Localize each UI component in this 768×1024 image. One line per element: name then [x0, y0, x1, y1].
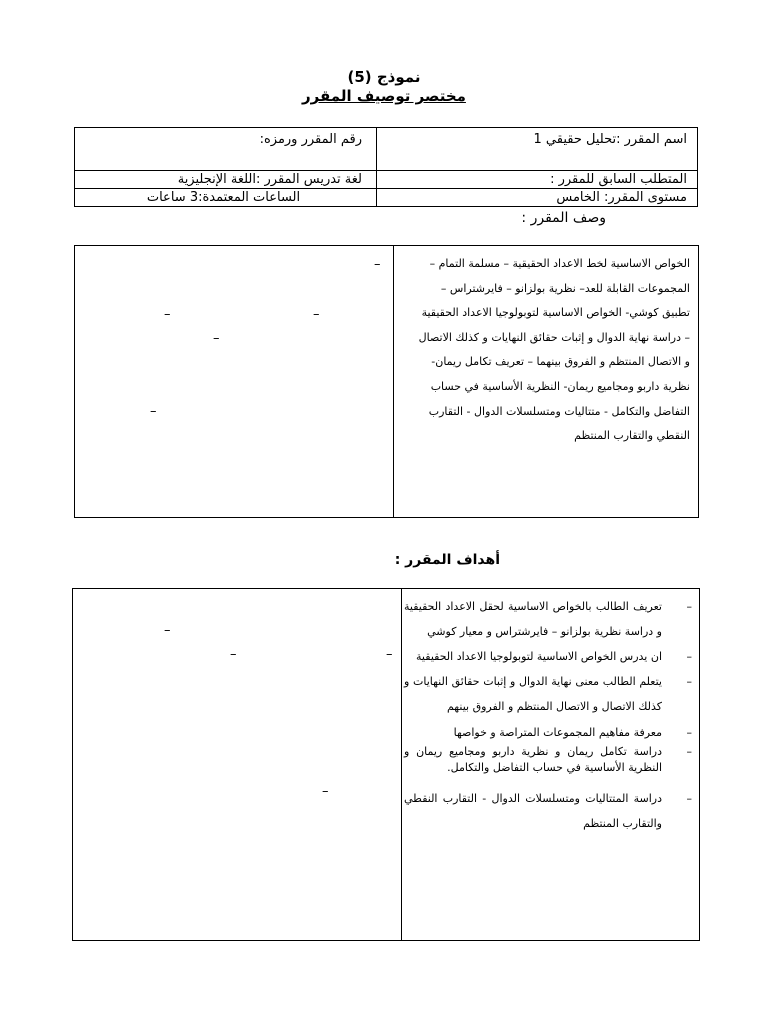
bullet-marker: –: [686, 745, 692, 758]
description-line: الخواص الاساسية لخط الاعداد الحقيقية – مسلمة التمام –: [429, 257, 690, 270]
objectives-column-divider: [401, 589, 402, 940]
stray-dash: –: [313, 307, 320, 322]
list-item: [404, 722, 694, 744]
description-line: المجموعات القابلة للعد– نظرية بولزانو – فايرشتراس –: [440, 281, 690, 295]
stray-dash: –: [374, 257, 381, 272]
form-number: نموذج (5): [347, 68, 421, 86]
list-item: [404, 644, 694, 669]
description-heading: وصف المقرر :: [521, 210, 606, 226]
objective-text: يتعلم الطالب معنى نهاية الدوال و إثبات حقائق النهايات و كذلك الاتصال و الاتصال المنتظم و الفروق بينهم: [404, 675, 662, 713]
stray-dash: –: [386, 647, 393, 662]
description-line: و الاتصال المنتظم و الفروق بينهما – تعريف تكامل ريمان-: [431, 355, 690, 369]
bullet-marker: –: [686, 726, 692, 739]
objectives-heading: أهداف المقرر :: [394, 552, 500, 568]
level-cell: مستوى المقرر: الخامس: [377, 189, 698, 207]
description-text: [396, 252, 690, 449]
table-row: [75, 189, 698, 207]
stray-dash: –: [164, 307, 171, 322]
list-item: [404, 744, 694, 776]
stray-dash: –: [213, 331, 220, 346]
stray-dash: –: [150, 404, 157, 419]
page-title: [0, 87, 768, 105]
description-line: تطبيق كوشي- الخواص الاساسية لتوبولوجيا الاعداد الحقيقية: [421, 306, 690, 320]
stray-dash: –: [322, 784, 329, 799]
list-item: [404, 594, 694, 644]
description-line: النقطي والتقارب المنتظم: [574, 429, 690, 443]
table-row: [75, 128, 698, 171]
bullet-marker: –: [686, 600, 692, 613]
course-info-table: [74, 127, 698, 207]
course-name-cell: اسم المقرر :تحليل حقيقي 1: [377, 128, 698, 171]
description-line: نظرية داربو ومجاميع ريمان- النظرية الأساسية في حساب: [430, 379, 690, 393]
credit-hours-cell: الساعات المعتمدة:3 ساعات: [75, 189, 377, 207]
course-code-cell: رقم المقرر ورمزه:: [75, 128, 377, 171]
bullet-marker: –: [686, 650, 692, 663]
objective-text: تعريف الطالب بالخواص الاساسية لحقل الاعداد الحقيقية و دراسة نظرية بولزانو – فايرشتراس و معيار كوشي: [404, 600, 662, 638]
bullet-marker: –: [686, 792, 692, 805]
objective-text: ان يدرس الخواص الاساسية لتوبولوجيا الاعداد الحقيقية: [416, 650, 662, 663]
prerequisite-cell: المتطلب السابق للمقرر :: [377, 171, 698, 189]
description-line: – دراسة نهاية الدوال و إثبات حقائق النهايات و كذلك الاتصال: [418, 330, 690, 344]
objectives-list: [404, 594, 694, 836]
description-line: التفاضل والتكامل - متتاليات ومتسلسلات الدوال - التقارب: [428, 404, 690, 418]
objective-text: دراسة المتتاليات ومتسلسلات الدوال - التقارب النقطي والتقارب المنتظم: [404, 792, 662, 830]
list-item: [404, 669, 694, 719]
table-row: [75, 171, 698, 189]
objective-text: معرفة مفاهيم المجموعات المتراصة و خواصها: [453, 726, 662, 739]
language-cell: لغة تدريس المقرر :اللغة الإنجليزية: [75, 171, 377, 189]
stray-dash: –: [164, 623, 171, 638]
list-item: [404, 786, 694, 836]
bullet-marker: –: [686, 675, 692, 688]
objective-text: دراسة تكامل ريمان و نظرية داربو ومجاميع ريمان و النظرية الأساسية في حساب التفاضل والتكامل.: [404, 745, 662, 774]
stray-dash: –: [230, 647, 237, 662]
page-title-text: مختصر توصيف المقرر: [302, 87, 466, 105]
